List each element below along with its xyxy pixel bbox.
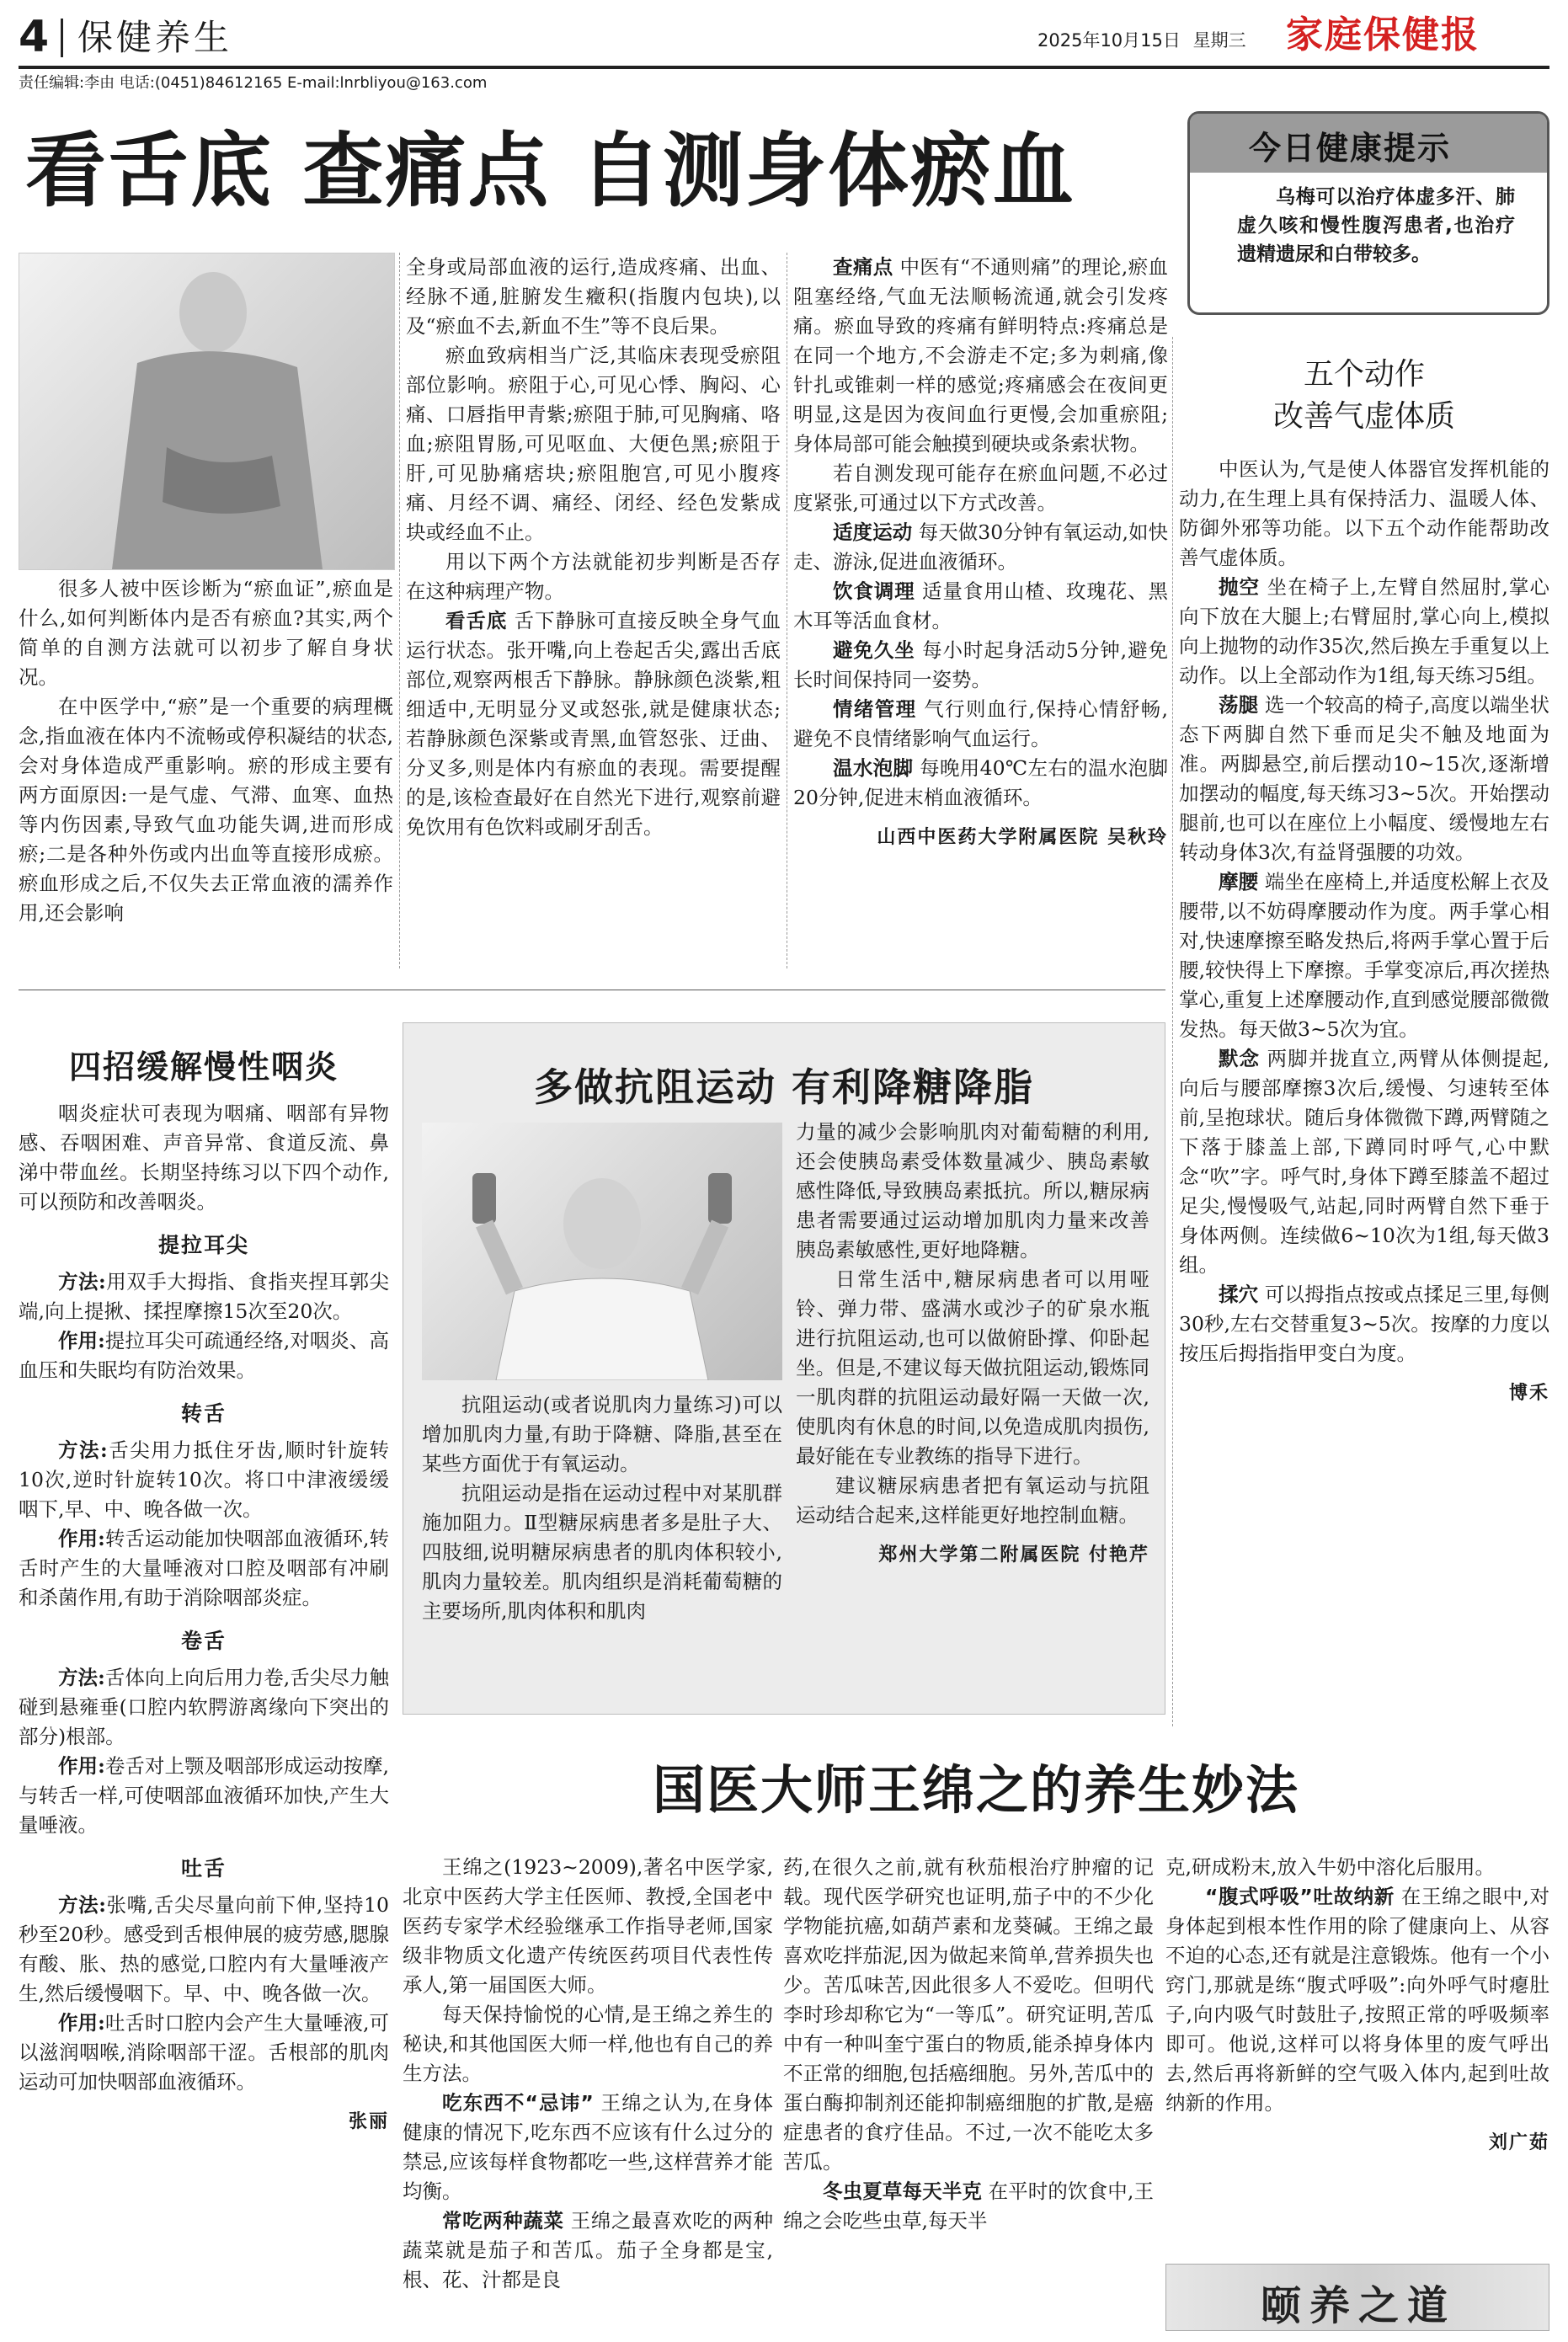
method-para	[19, 1663, 389, 1752]
resistance-byline: 郑州大学第二附属医院 付艳芹	[878, 1544, 1149, 1566]
wang-tag: 吃东西不“忌讳”	[442, 2091, 594, 2115]
main-col1-para: 很多人被中医诊断为“瘀血证”,瘀血是什么,如何判断体内是否有瘀血?其实,两个简单的自测方法就可以初步了解自身状况。	[19, 577, 393, 689]
pharyngitis-intro: 咽炎症状可表现为咽痛、咽部有异物感、吞咽困难、声音异常、食道反流、鼻涕中带血丝。长期坚持练习以下四个动作,可以预防和改善咽炎。	[19, 1102, 389, 1214]
wang-byline: 刘广茹	[1488, 2132, 1549, 2153]
column-rule	[1172, 337, 1173, 1726]
method-tag: 方法:	[58, 1270, 106, 1294]
method-text: 用双手大拇指、食指夹捏耳郭尖端,向上提揪、揉捏摩擦15次至20次。	[19, 1270, 389, 1323]
column-rule	[399, 253, 400, 968]
header-rule	[19, 66, 1549, 69]
resistance-right-col	[796, 1118, 1149, 1566]
weekday-text: 星期三	[1192, 30, 1246, 51]
five-moves-title-line2: 改善气虚体质	[1272, 399, 1455, 434]
daily-tip-body	[1237, 183, 1515, 269]
wang-tag: “腹式呼吸”吐故纳新	[1205, 1885, 1395, 1908]
back-pain-photo	[19, 253, 395, 570]
tip-tag: 适度运动	[833, 520, 913, 544]
wang-col-2	[783, 1853, 1154, 2236]
move-item	[1179, 1044, 1549, 1280]
pharyngitis-body	[19, 1099, 389, 2133]
effect-text: 吐舌时口腔内会产生大量唾液,可以滋润咽喉,消除咽部干涩。舌根部的肌肉运动可加快咽部血液循环。	[19, 2011, 389, 2094]
pain-check-para	[793, 253, 1168, 459]
section-divider	[61, 19, 63, 57]
main-headline: 看舌底 查痛点 自测身体瘀血	[25, 123, 1075, 218]
five-moves-title-line1: 五个动作	[1303, 357, 1425, 392]
main-col2-para: 全身或局部血液的运行,造成疼痛、出血、经脉不通,脏腑发生癥积(指腹内包块),以及“瘀血不去,新血不生”等不良后果。	[406, 255, 781, 338]
effect-para	[19, 1326, 389, 1385]
method-para	[19, 1436, 389, 1524]
improve-intro: 若自测发现可能存在瘀血问题,不必过度紧张,可通过以下方式改善。	[793, 461, 1168, 515]
move-tag: 抛空	[1219, 575, 1261, 599]
pharyngitis-title: 四招缓解慢性咽炎	[68, 1048, 339, 1086]
tip-tag: 情绪管理	[833, 697, 917, 721]
tip-item	[793, 577, 1168, 636]
move-text: 可以拇指点按或点揉足三里,每侧30秒,左右交替重复3~5次。按摩的力度以按压后拇指指甲变白为度。	[1179, 1283, 1549, 1365]
tip-text: 适量食用山楂、玫瑰花、黑木耳等活血食材。	[793, 579, 1169, 632]
move-tag: 荡腿	[1219, 693, 1259, 717]
main-byline: 山西中医药大学附属医院 吴秋玲	[877, 827, 1168, 848]
effect-tag: 作用:	[58, 2011, 105, 2035]
pharyngitis-heading: 吐舌	[180, 1856, 227, 1881]
move-tag: 揉穴	[1219, 1283, 1259, 1306]
date-text: 2025年10月15日	[1037, 30, 1181, 51]
move-text: 端坐在座椅上,并适度松解上衣及腰带,以不妨碍摩腰动作为度。两手掌心相对,快速摩擦至略发热后,将两手掌心置于后腰,较快得上下摩擦。手掌变凉后,再次搓热掌心,重复上述摩腰动作,直到感觉腰部微微发热。每天做3~5次为宜。	[1179, 870, 1549, 1041]
move-text: 两脚并拢直立,两臂从体侧提起,向后与腰部摩擦3次后,缓慢、匀速转至体前,呈抱球状。随后身体微微下蹲,两臂随之下落于膝盖上部,下蹲同时呼气,心中默念“吹”字。呼气时,身体下蹲至膝盖不超过足尖,慢慢吸气,站起,同时两臂自然下垂于身体两侧。连续做6~10次为1组,每天做3组。	[1179, 1047, 1549, 1277]
pharyngitis-byline: 张丽	[348, 2111, 389, 2132]
tip-item	[793, 754, 1168, 813]
section-name: 保健养生	[77, 17, 233, 58]
wang-col1-para: 王绵之(1923~2009),著名中医学家,北京中医药大学主任医师、教授,全国老中医药专家学术经验继承工作指导老师,国家级非物质文化遗产传统医药项目代表性传承人,第一届国医大师。	[403, 1855, 773, 1997]
resistance-right-para: 日常生活中,糖尿病患者可以用哑铃、弹力带、盛满水或沙子的矿泉水瓶进行抗阻运动,也可以做俯卧撑、仰卧起坐。但是,不建议每天做抗阻运动,锻炼同一肌肉群的抗阻运动最好隔一天做一次,使肌肉有休息的时间,以免造成肌肉损伤,最好能在专业教练的指导下进行。	[796, 1267, 1149, 1468]
pharyngitis-heading: 提拉耳尖	[157, 1233, 249, 1257]
daily-tip-title: 今日健康提示	[1249, 129, 1452, 167]
resistance-title: 多做抗阻运动 有利降糖降脂	[533, 1064, 1034, 1110]
wang-col1-para: 每天保持愉悦的心情,是王绵之养生的秘诀,和其他国医大师一样,他也有自己的养生方法。	[403, 2003, 773, 2085]
resistance-left-para: 抗阻运动是指在运动过程中对某肌群施加阻力。Ⅱ型糖尿病患者多是肚子大、四肢细,说明糖尿病患者的肌肉体积较小,肌肉力量较差。肌肉组织是消耗葡萄糖的主要场所,肌肉体积和肌肉	[422, 1481, 782, 1623]
effect-tag: 作用:	[58, 1329, 105, 1352]
wang-tag-text: 王绵之认为,在身体健康的情况下,吃东西不应该有什么过分的禁忌,应该每样食物都吃一些,这样营养才能均衡。	[403, 2091, 773, 2203]
move-text: 选一个较高的椅子,高度以端坐状态下两脚自然下垂而足尖不触及地面为准。两脚悬空,前后摆动10~15次,逐渐增加摆动的幅度,每天练习3~5次。开始摆动腿前,也可以在座位上小幅度、缓慢地左右转动身体3次,有益肾强腰的功效。	[1179, 693, 1549, 864]
tongue-check-text: 舌下静脉可直接反映全身气血运行状态。张开嘴,向上卷起舌尖,露出舌底部位,观察两根舌下静脉。静脉颜色淡紫,粗细适中,无明显分叉或怒张,就是健康状态;若静脉颜色深紫或青黑,血管怒张、迂曲、分叉多,则是体内有瘀血的表现。需要提醒的是,该检查最好在自然光下进行,观察前避免饮用有色饮料或刷牙刮舌。	[406, 609, 781, 839]
tongue-check-para	[406, 606, 781, 842]
column-banner	[1165, 2264, 1549, 2331]
effect-para	[19, 1524, 389, 1613]
wang-tag: 常吃两种蔬菜	[442, 2209, 564, 2233]
five-moves-byline: 博禾	[1508, 1383, 1549, 1404]
dumbbell-illustration	[422, 1123, 782, 1380]
back-pain-illustration	[19, 253, 394, 569]
paper-name: 家庭保健报	[1286, 13, 1480, 56]
wang-tag-text: 在王绵之眼中,对身体起到根本性作用的除了健康向上、从容不迫的心态,还有就是注意锻炼。他有一个小窍门,那就是练“腹式呼吸”:向外呼气时瘪肚子,向内吸气时鼓肚子,按照正常的呼吸频率即可。他说,这样可以将身体里的废气呼出去,然后再将新鲜的空气吸入体内,起到吐故纳新的作用。	[1165, 1885, 1549, 2115]
wang-tag-para	[783, 2177, 1154, 2236]
resistance-left-para: 抗阻运动(或者说肌肉力量练习)可以增加肌肉力量,有助于降糖、降脂,甚至在某些方面优于有氧运动。	[422, 1393, 782, 1475]
main-col-2	[406, 253, 781, 842]
tip-tag: 避免久坐	[833, 638, 915, 662]
pharyngitis-heading: 卷舌	[180, 1629, 227, 1653]
tip-text: 每天做30分钟有氧运动,如快走、游泳,促进血液循环。	[793, 520, 1168, 573]
tip-text: 每晚用40℃左右的温水泡脚20分钟,促进末梢血液循环。	[793, 756, 1168, 809]
main-col2-para: 用以下两个方法就能初步判断是否存在这种病理产物。	[406, 550, 781, 603]
wang-tag-text: 王绵之最喜欢吃的两种蔬菜就是茄子和苦瓜。茄子全身都是宝,根、花、汁都是良	[403, 2209, 774, 2291]
page-number: 4	[19, 12, 50, 62]
method-tag: 方法:	[58, 1666, 105, 1689]
move-tag: 默念	[1219, 1047, 1261, 1070]
tip-tag: 温水泡脚	[833, 756, 914, 780]
pain-check-text: 中医有“不通则痛”的理论,瘀血阻塞经络,气血无法顺畅流通,就会引发疼痛。瘀血导致的疼痛有鲜明特点:疼痛总是在同一个地方,不会游走不定;多为刺痛,像针扎或锥刺一样的感觉;疼痛感会在夜间更明显,这是因为夜间血行更慢,会加重瘀阻;身体局部可能会触摸到硬块或条索状物。	[793, 255, 1169, 456]
five-moves-title	[1179, 354, 1549, 438]
daily-tip-box	[1187, 111, 1549, 315]
effect-text: 转舌运动能加快咽部血液循环,转舌时产生的大量唾液对口腔及咽部有冲刷和杀菌作用,有助于消除咽部炎症。	[19, 1527, 389, 1609]
method-text: 舌体向上向后用力卷,舌尖尽力触碰到悬雍垂(口腔内软腭游离缘向下突出的部分)根部。	[19, 1666, 389, 1748]
method-para	[19, 1891, 389, 2009]
tip-item	[793, 518, 1168, 577]
tip-item	[793, 695, 1168, 754]
wang-headline: 国医大师王绵之的养生妙法	[652, 1759, 1299, 1821]
five-moves-intro: 中医认为,气是使人体器官发挥机能的动力,在生理上具有保持活力、温暖人体、防御外邪等功能。以下五个动作能帮助改善气虚体质。	[1179, 457, 1549, 569]
wang-tag-para	[403, 2089, 773, 2206]
effect-tag: 作用:	[58, 1754, 105, 1778]
resistance-left-col	[422, 1390, 782, 1626]
main-col-1	[19, 574, 393, 928]
tip-item	[793, 636, 1168, 695]
wang-tag: 冬虫夏草每天半克	[823, 2179, 982, 2203]
effect-text: 卷舌对上颚及咽部形成运动按摩,与转舌一样,可使咽部血液循环加快,产生大量唾液。	[19, 1754, 389, 1837]
column-banner-text: 颐养之道	[1260, 2282, 1456, 2329]
effect-para	[19, 2009, 389, 2097]
tip-text: 每小时起身活动5分钟,避免长时间保持同一姿势。	[793, 638, 1168, 691]
resistance-right-para: 建议糖尿病患者把有氧运动与抗阻运动结合起来,这样能更好地控制血糖。	[796, 1474, 1149, 1527]
daily-tip-text: 乌梅可以治疗体虚多汗、肺虚久咳和慢性腹泻患者,也治疗遗精遗尿和白带较多。	[1237, 186, 1515, 265]
method-text: 舌尖用力抵住牙齿,顺时针旋转10次,逆时针旋转10次。将口中津液缓缓咽下,早、中、晚各做一次。	[19, 1438, 389, 1521]
tip-text: 气行则血行,保持心情舒畅,避免不良情绪影响气血运行。	[793, 697, 1168, 750]
move-tag: 摩腰	[1219, 870, 1259, 894]
move-item	[1179, 867, 1549, 1044]
editor-line: 责任编辑:李由 电话:(0451)84612165 E-mail:lnrbliyou@163.com	[19, 74, 488, 92]
main-col2-para: 瘀血致病相当广泛,其临床表现受瘀阻部位影响。瘀阻于心,可见心悸、胸闷、心痛、口唇指甲青紫;瘀阻于肺,可见胸痛、咯血;瘀阻胃肠,可见呕血、大便色黑;瘀阻于肝,可见胁痛痞块;瘀阻胞宫,可见小腹疼痛、月经不调、痛经、闭经、经色发紫成块或经血不止。	[406, 344, 781, 544]
wang-tag-para	[1165, 1882, 1549, 2118]
pain-check-tag: 查痛点	[833, 255, 893, 279]
wang-col2-para: 药,在很久之前,就有秋茄根治疗肿瘤的记载。现代医学研究也证明,茄子中的不少化学物能抗癌,如葫芦素和龙葵碱。王绵之最喜欢吃拌茄泥,因为做起来简单,营养损失也少。苦瓜味苦,因此很多人不爱吃。但明代李时珍却称它为“一等瓜”。研究证明,苦瓜中有一种叫奎宁蛋白的物质,能杀掉身体内不正常的细胞,包括癌细胞。另外,苦瓜中的蛋白酶抑制剂还能抑制癌细胞的扩散,是癌症患者的食疗佳品。不过,一次不能吃太多苦瓜。	[783, 1855, 1154, 2174]
wang-tag-para	[403, 2206, 773, 2295]
page-header	[19, 12, 1549, 92]
wang-tag-text: 在平时的饮食中,王绵之会吃些虫草,每天半	[783, 2179, 1154, 2233]
effect-para	[19, 1752, 389, 1840]
move-item	[1179, 1280, 1549, 1368]
tip-tag: 饮食调理	[833, 579, 915, 603]
main-col-3	[793, 253, 1168, 849]
wang-col3-para: 克,研成粉末,放入牛奶中溶化后服用。	[1165, 1855, 1495, 1879]
effect-text: 提拉耳尖可疏通经络,对咽炎、高血压和失眠均有防治效果。	[19, 1329, 389, 1382]
main-col1-para: 在中医学中,“瘀”是一个重要的病理概念,指血液在体内不流畅或停积凝结的状态,会对身体造成严重影响。瘀的形成主要有两方面原因:一是气虚、气滞、血寒、血热等内伤因素,导致气血功能失调,进而形成瘀;二是各种外伤或内出血等直接形成瘀。瘀血形成之后,不仅失去正常血液的濡养作用,还会影响	[19, 695, 393, 925]
method-text: 张嘴,舌尖尽量向前下伸,坚持10秒至20秒。感受到舌根伸展的疲劳感,腮腺有酸、胀、热的感觉,口腔内有大量唾液产生,然后缓慢咽下。早、中、晚各做一次。	[19, 1893, 390, 2005]
five-moves-body	[1179, 455, 1549, 1405]
resistance-box	[403, 1022, 1165, 1715]
move-item	[1179, 691, 1549, 867]
wang-col-3	[1165, 1853, 1549, 2154]
resistance-right-para: 力量的减少会影响肌肉对葡萄糖的利用,还会使胰岛素受体数量减少、胰岛素敏感性降低,导致胰岛素抵抗。所以,糖尿病患者需要通过运动增加肌肉力量来改善胰岛素敏感性,更好地降糖。	[796, 1120, 1149, 1262]
move-item	[1179, 573, 1549, 691]
effect-tag: 作用:	[58, 1527, 105, 1550]
wang-col-1	[403, 1853, 773, 2295]
issue-date	[1037, 27, 1246, 52]
tongue-check-tag: 看舌底	[445, 609, 508, 632]
method-para	[19, 1267, 389, 1326]
method-tag: 方法:	[58, 1893, 106, 1917]
pharyngitis-heading: 转舌	[180, 1401, 227, 1426]
move-text: 坐在椅子上,左臂自然屈肘,掌心向下放在大腿上;右臂屈肘,掌心向上,模拟向上抛物的动作35次,然后换左手重复以上动作。以上全部动作为1组,每天练习5组。	[1179, 575, 1549, 687]
dumbbell-photo	[422, 1123, 782, 1380]
method-tag: 方法:	[58, 1438, 108, 1462]
